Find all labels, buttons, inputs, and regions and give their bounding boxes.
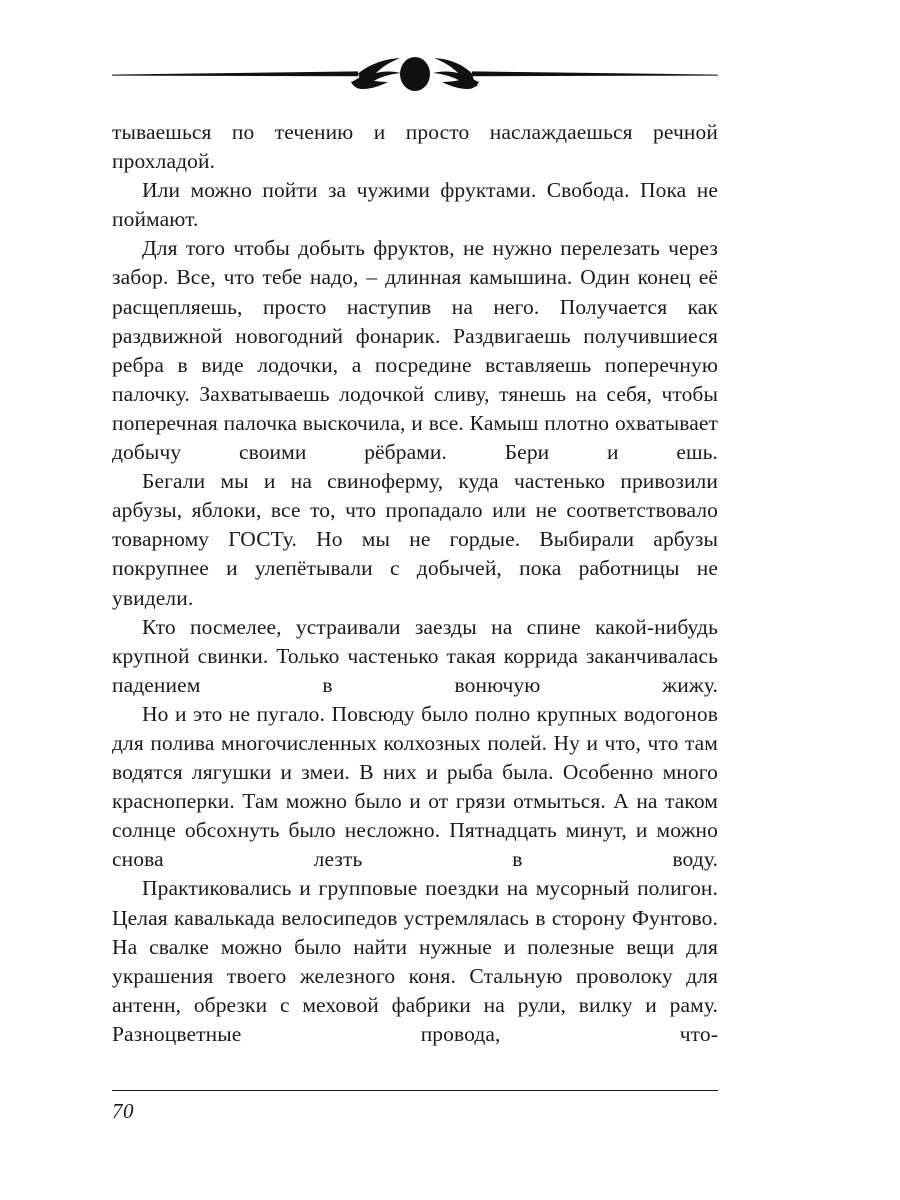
footer-rule (112, 1090, 718, 1091)
chapter-divider-ornament (112, 46, 718, 102)
paragraph: Для того чтобы добыть фруктов, не нужно перелезать через забор. Все, что тебе надо, – длинная камышина. Один конец её расщепляешь, просто наступив на него. Получается как раздвижной новогодний фонарик. Раздвигаешь получившиеся ребра в виде лодочки, а посредине вставляешь поперечную палочку. Захватываешь лодочкой сливу, тянешь на себя, чтобы поперечная палочка выскочила, и все. Камыш плотно охватывает добычу своими рёбрами. Бери и ешь. (112, 236, 718, 465)
page-number: 70 (112, 1099, 134, 1123)
paragraph: Или можно пойти за чужими фруктами. Свобода. Пока не поймают. (112, 178, 718, 232)
paragraph: Кто посмелее, устраивали заезды на спине какой-нибудь крупной свинки. Только частенько такая коррида заканчивалась падением в вонючую жижу. (112, 614, 718, 697)
paragraph: тываешься по течению и просто наслаждаешься речной прохладой. (112, 120, 718, 174)
paragraph: Но и это не пугало. Повсюду было полно крупных водогонов для полива многочисленных колхозных полей. Ну и что, что там водятся лягушки и змеи. В них и рыба была. Особенно много красноперки. Там можно было и от грязи отмыться. А на таком солнце обсохнуть было несложно. Пятнадцать минут, и можно снова лезть в воду. (112, 701, 718, 872)
page-body-text (112, 118, 718, 1049)
paragraph: Практиковались и групповые поездки на мусорный полигон. Целая кавалькада велосипедов устремлялась в сторону Фунтово. На свалке можно было найти нужные и полезные вещи для украшения твоего железного коня. Стальную проволоку для антенн, обрезки с меховой фабрики на рули, вилку и раму. Разноцветные провода, что- (112, 876, 718, 1046)
paragraph: Бегали мы и на свиноферму, куда частенько привозили арбузы, яблоки, все то, что пропадало или не соответствовало товарному ГОСТу. Но мы не гордые. Выбирали арбузы покрупнее и улепётывали с добычей, пока работницы не увидели. (112, 469, 718, 610)
